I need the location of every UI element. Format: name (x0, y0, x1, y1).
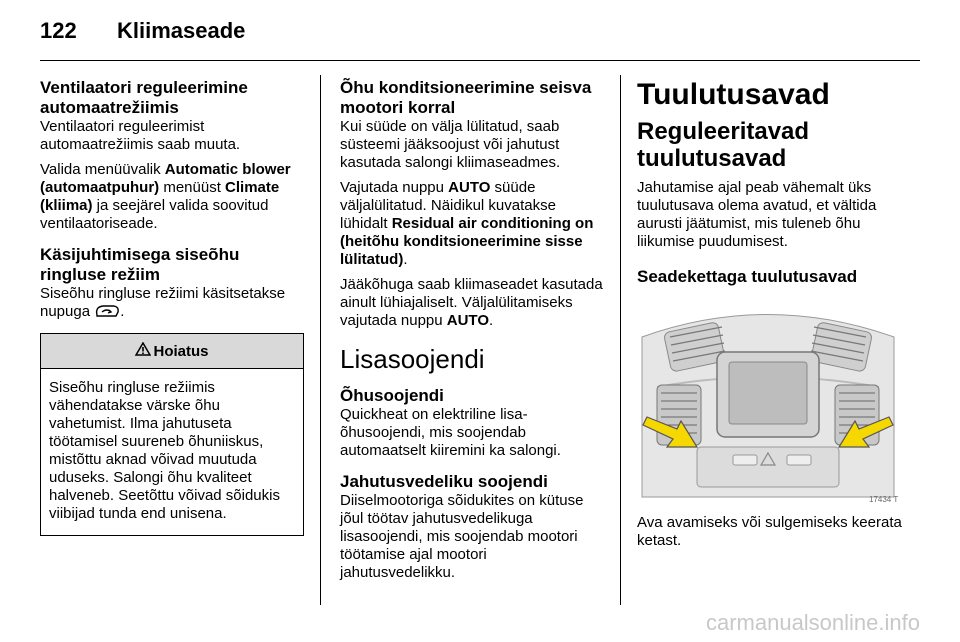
text: Jääkõhuga saab kliimaseadet kasutada ainult lühiajaliselt. Väljalülitamiseks vajutada nuppu (340, 276, 603, 329)
text: süüde väljalülitatud. Näidikul kuvatakse lühidalt (340, 179, 556, 232)
text: . (120, 303, 125, 320)
column-divider (320, 75, 321, 605)
chapter-heading: Tuulutusavad (637, 78, 830, 111)
section-heading: Ventilaatori reguleerimine automaatrežiimis (40, 78, 248, 117)
bold-text: AUTO (446, 312, 489, 329)
warning-box (40, 333, 304, 536)
paragraph (340, 276, 605, 330)
column-divider (620, 75, 621, 605)
section-heading: Käsijuhtimisega siseõhu ringluse režiim (40, 245, 240, 284)
text: . (403, 251, 408, 268)
paragraph (340, 179, 605, 269)
section-heading: Seadekettaga tuulutusavad (637, 267, 858, 286)
paragraph: Ava avamiseks või sulgemiseks keerata ketast. (637, 514, 902, 549)
warning-header (41, 334, 303, 369)
paragraph: Quickheat on elektriline lisa-õhusoojendi, mis soojendab automaatselt kiiremini ka salongi. (340, 406, 561, 459)
paragraph: Kui süüde on välja lülitatud, saab süsteemi jääksoojust või jahutust kasutada salongi kliimaseadmes. (340, 118, 561, 171)
vent-illustration (637, 297, 899, 507)
bold-text: AUTO (448, 179, 491, 196)
section-heading-large: Lisasoojendi (340, 344, 485, 374)
warning-text: Siseõhu ringluse režiimis vähendatakse värske õhu vahetumist. Ilma jahutuseta töötamisel suureneb õhuniiskus, mistõttu aknad võivad muutuda uduseks. Salongi õhu kvaliteet halveneb. Seetõttu võivad sõidukis viibijad tunda end unisena. (49, 379, 280, 522)
header-rule (40, 60, 920, 61)
text: menüüst (159, 179, 226, 196)
section-heading: Õhusoojendi (340, 386, 444, 405)
section-heading-large: Reguleeritavad tuulutusavad (637, 118, 810, 172)
bold-text: Automatic blower (automaatpuhur) (40, 161, 291, 196)
figure-code: 17434 T (869, 495, 899, 504)
column-1 (40, 78, 305, 536)
warning-icon (135, 342, 151, 360)
paragraph: Jahutamise ajal peab vähemalt üks tuulutusava olema avatud, et vältida aurusti jäätumist, mis tuleneb õhu liikumise puudumisest. (637, 179, 877, 250)
recirculation-icon (94, 304, 120, 323)
section-heading: Jahutusvedeliku soojendi (340, 472, 548, 491)
text: Vajutada nuppu (340, 179, 449, 196)
paragraph: Ventilaatori reguleerimist automaatrežiimis saab muuta. (40, 118, 241, 153)
section-heading: Õhu konditsioneerimine seisva mootori korral (340, 78, 592, 117)
page-header (40, 18, 920, 48)
column-2 (340, 78, 605, 582)
paragraph: Diiselmootoriga sõidukites on kütuse jõul töötav jahutusvedelikuga lisasoojendi, mis soojendab mootori töötamise ajal mootori jahutusvedelikku. (340, 492, 584, 581)
column-3 (637, 78, 917, 550)
bold-text: Residual air conditioning on (heitõhu konditsioneerimine sisse lülitatud) (340, 215, 594, 268)
text: Valida menüüvalik (40, 161, 165, 178)
text: Siseõhu ringluse režiimi käsitsetakse nupuga (40, 285, 286, 320)
paragraph (40, 161, 305, 233)
page-number: 122 (40, 18, 77, 43)
paragraph (40, 285, 305, 323)
watermark: carmanualsonline.info (705, 610, 920, 635)
text: . (489, 312, 494, 329)
text: ja seejärel valida soovitud ventilaatoriseade. (40, 197, 269, 232)
warning-title: Hoiatus (153, 342, 209, 360)
bold-text: Climate (kliima) (40, 179, 280, 214)
page-title: Kliimaseade (117, 18, 246, 43)
